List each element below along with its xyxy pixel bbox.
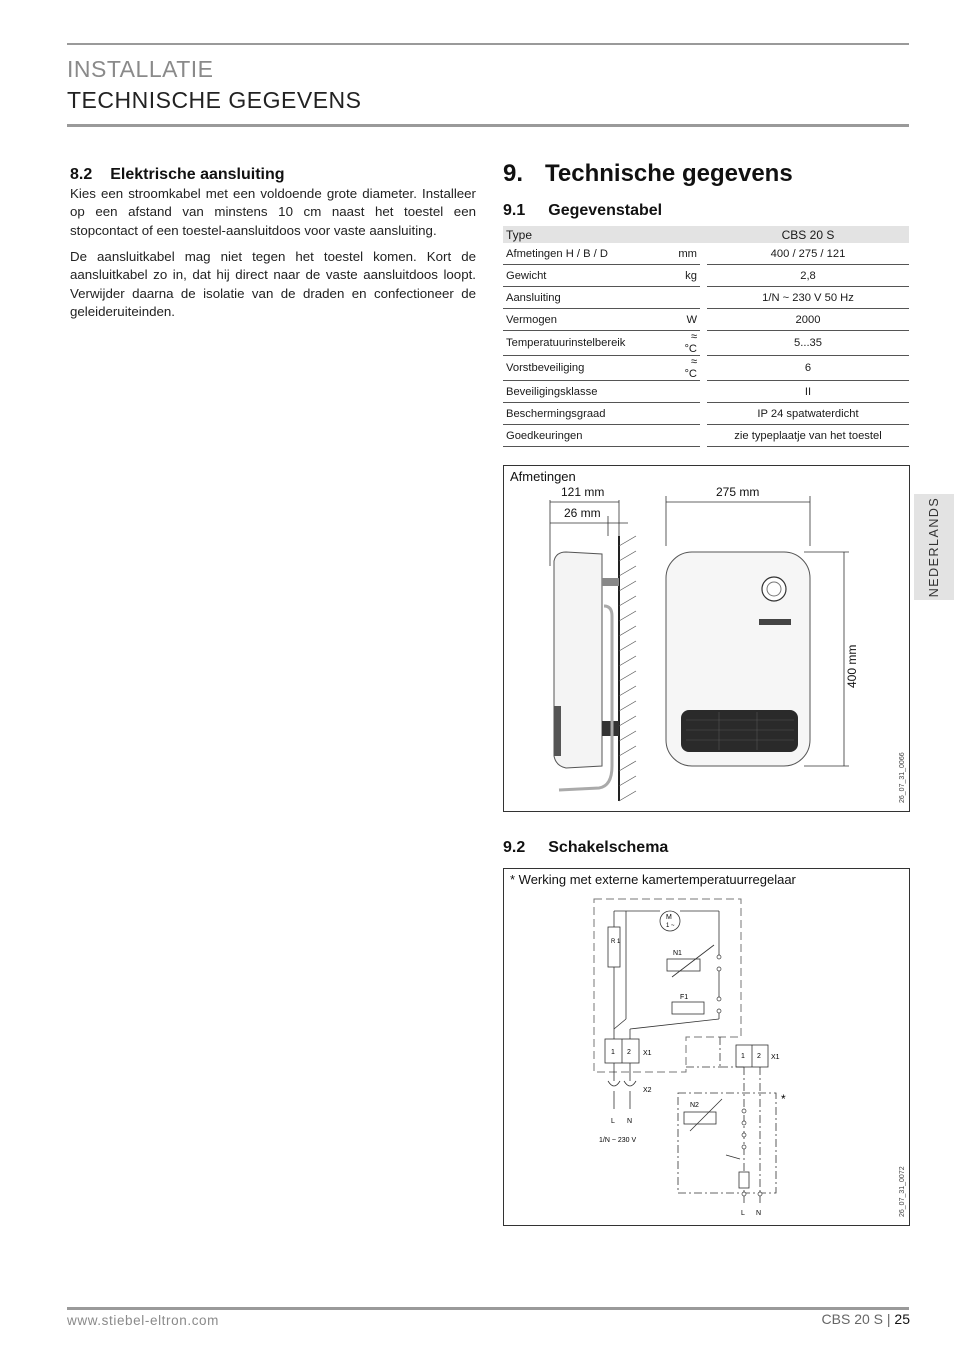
row-unit: mm bbox=[674, 243, 700, 265]
paragraph-2: De aansluitkabel mag niet tegen het toestel komen. Kort de aansluitkabel zo in, dat hij direct naar de vaste aansluitdoos loopt. Verwijder daarna de isolatie van de draden en confectioneer de geleideruiteinden. bbox=[70, 249, 476, 320]
header-bottom-rule bbox=[67, 124, 909, 127]
figure-title: Afmetingen bbox=[510, 469, 576, 484]
figure-code: 26_07_31_0066 bbox=[899, 752, 906, 803]
type-label: Type bbox=[503, 226, 700, 243]
terminal-1-label: 1 bbox=[611, 1049, 615, 1056]
fuse-symbol bbox=[739, 1172, 749, 1188]
row-value: 6 bbox=[707, 356, 909, 381]
row-unit bbox=[674, 381, 700, 403]
motor-phase-label: 1 ~ bbox=[666, 923, 675, 929]
section-heading-9-2 bbox=[503, 839, 668, 857]
section-heading-9-1 bbox=[503, 202, 662, 220]
offset-label: 26 mm bbox=[564, 506, 601, 520]
wiring-diagram bbox=[504, 869, 909, 1225]
section-number: 8.2 bbox=[70, 166, 93, 183]
depth-label: 121 mm bbox=[561, 485, 605, 499]
wiring-diagram-figure bbox=[503, 868, 910, 1226]
chapter-heading-9 bbox=[503, 160, 793, 188]
row-label: Aansluiting bbox=[503, 287, 674, 309]
width-label: 275 mm bbox=[716, 485, 760, 499]
side-grille bbox=[554, 706, 561, 756]
table-header-row bbox=[503, 226, 909, 243]
page-title: TECHNISCHE GEGEVENS bbox=[67, 87, 362, 113]
table-row bbox=[503, 331, 909, 356]
footer-separator: | bbox=[886, 1311, 891, 1327]
row-label: Gewicht bbox=[503, 265, 674, 287]
footer-website: www.stiebel-eltron.com bbox=[67, 1313, 219, 1328]
section-title: Gegevenstabel bbox=[548, 202, 663, 219]
row-value: 5...35 bbox=[707, 331, 909, 356]
frost-protection-f1 bbox=[672, 1002, 704, 1014]
ext-terminal-1-label: 1 bbox=[741, 1053, 745, 1060]
row-value: IP 24 spatwaterdicht bbox=[707, 403, 909, 425]
ext-terminal-2-label: 2 bbox=[757, 1053, 761, 1060]
x2-label: X2 bbox=[643, 1087, 652, 1094]
dimensions-figure bbox=[503, 465, 910, 812]
table-row bbox=[503, 287, 909, 309]
row-unit bbox=[674, 403, 700, 425]
footer-rule bbox=[67, 1307, 909, 1310]
row-unit: ≈ °C bbox=[674, 356, 700, 381]
x1-label: X1 bbox=[643, 1050, 652, 1057]
spec-table bbox=[503, 226, 909, 447]
f1-label: F1 bbox=[680, 994, 689, 1001]
front-grille bbox=[681, 710, 798, 752]
row-value: 2000 bbox=[707, 309, 909, 331]
wall-bracket-top bbox=[602, 578, 619, 586]
table-row bbox=[503, 381, 909, 403]
brand-logo-plate bbox=[759, 619, 791, 625]
terminal-2-label: 2 bbox=[627, 1049, 631, 1056]
ext-n-label: N bbox=[756, 1210, 762, 1217]
type-value: CBS 20 S bbox=[707, 226, 909, 243]
motor-label: M bbox=[666, 914, 672, 921]
section-number: 9.1 bbox=[503, 202, 526, 219]
ext-l-label: L bbox=[741, 1210, 745, 1217]
table-row bbox=[503, 403, 909, 425]
section-title: Schakelschema bbox=[548, 839, 669, 856]
room-thermostat-n2 bbox=[684, 1112, 716, 1124]
section-number: 9.2 bbox=[503, 839, 526, 856]
wiring-figure-title: * Werking met externe kamertemperatuurregelaar bbox=[510, 872, 796, 887]
row-value: II bbox=[707, 381, 909, 403]
table-row bbox=[503, 309, 909, 331]
language-tab bbox=[914, 494, 954, 600]
r1-label: R 1 bbox=[611, 939, 621, 945]
table-row bbox=[503, 243, 909, 265]
row-value: zie typeplaatje van het toestel bbox=[707, 425, 909, 447]
supply-label: 1/N ~ 230 V bbox=[599, 1137, 637, 1144]
row-label: Beveiligingsklasse bbox=[503, 381, 674, 403]
asterisk-label: * bbox=[781, 1092, 786, 1106]
thermostat-n1 bbox=[667, 959, 700, 971]
table-row bbox=[503, 425, 909, 447]
plug-n-label: N bbox=[627, 1118, 633, 1125]
chapter-number: 9. bbox=[503, 160, 524, 187]
row-unit: ≈ °C bbox=[674, 331, 700, 356]
ext-x1-label: X1 bbox=[771, 1054, 780, 1061]
paragraph-1: Kies een stroomkabel met een voldoende grote diameter. Installeer op een afstand van minstens 10 cm naast het toestel een stopcontact of een toestel-aansluitdoos voor vaste aansluiting. bbox=[70, 186, 476, 238]
header-top-rule bbox=[67, 43, 909, 45]
row-unit bbox=[674, 287, 700, 309]
row-value: 400 / 275 / 121 bbox=[707, 243, 909, 265]
n2-label: N2 bbox=[690, 1102, 699, 1109]
dimensions-drawing bbox=[504, 466, 909, 811]
thermostat-knob bbox=[762, 577, 786, 601]
row-label: Goedkeuringen bbox=[503, 425, 674, 447]
row-value: 2,8 bbox=[707, 265, 909, 287]
wiring-figure-code: 26_07_31_0072 bbox=[899, 1166, 906, 1217]
row-unit: W bbox=[674, 309, 700, 331]
heating-element-r1 bbox=[608, 927, 620, 967]
row-unit: kg bbox=[674, 265, 700, 287]
row-label: Beschermingsgraad bbox=[503, 403, 674, 425]
chapter-title-9: Technische gegevens bbox=[545, 160, 793, 187]
row-label: Temperatuurinstelbereik bbox=[503, 331, 674, 356]
section-heading-8-2 bbox=[70, 166, 285, 184]
plug-l-label: L bbox=[611, 1118, 615, 1125]
row-value: 1/N ~ 230 V 50 Hz bbox=[707, 287, 909, 309]
section-title: Elektrische aansluiting bbox=[110, 166, 285, 183]
language-tab-label: NEDERLANDS bbox=[927, 496, 941, 598]
height-label: 400 mm bbox=[845, 644, 859, 688]
n1-label: N1 bbox=[673, 950, 682, 957]
row-label: Afmetingen H / B / D bbox=[503, 243, 674, 265]
table-row bbox=[503, 265, 909, 287]
row-label: Vorstbeveiliging bbox=[503, 356, 674, 381]
table-row bbox=[503, 356, 909, 381]
chapter-title: INSTALLATIE bbox=[67, 56, 214, 82]
heater-side-view bbox=[554, 552, 602, 768]
footer-page-info bbox=[822, 1311, 910, 1327]
row-unit bbox=[674, 425, 700, 447]
page-number: 25 bbox=[894, 1311, 910, 1327]
row-label: Vermogen bbox=[503, 309, 674, 331]
footer-model: CBS 20 S bbox=[821, 1311, 883, 1327]
